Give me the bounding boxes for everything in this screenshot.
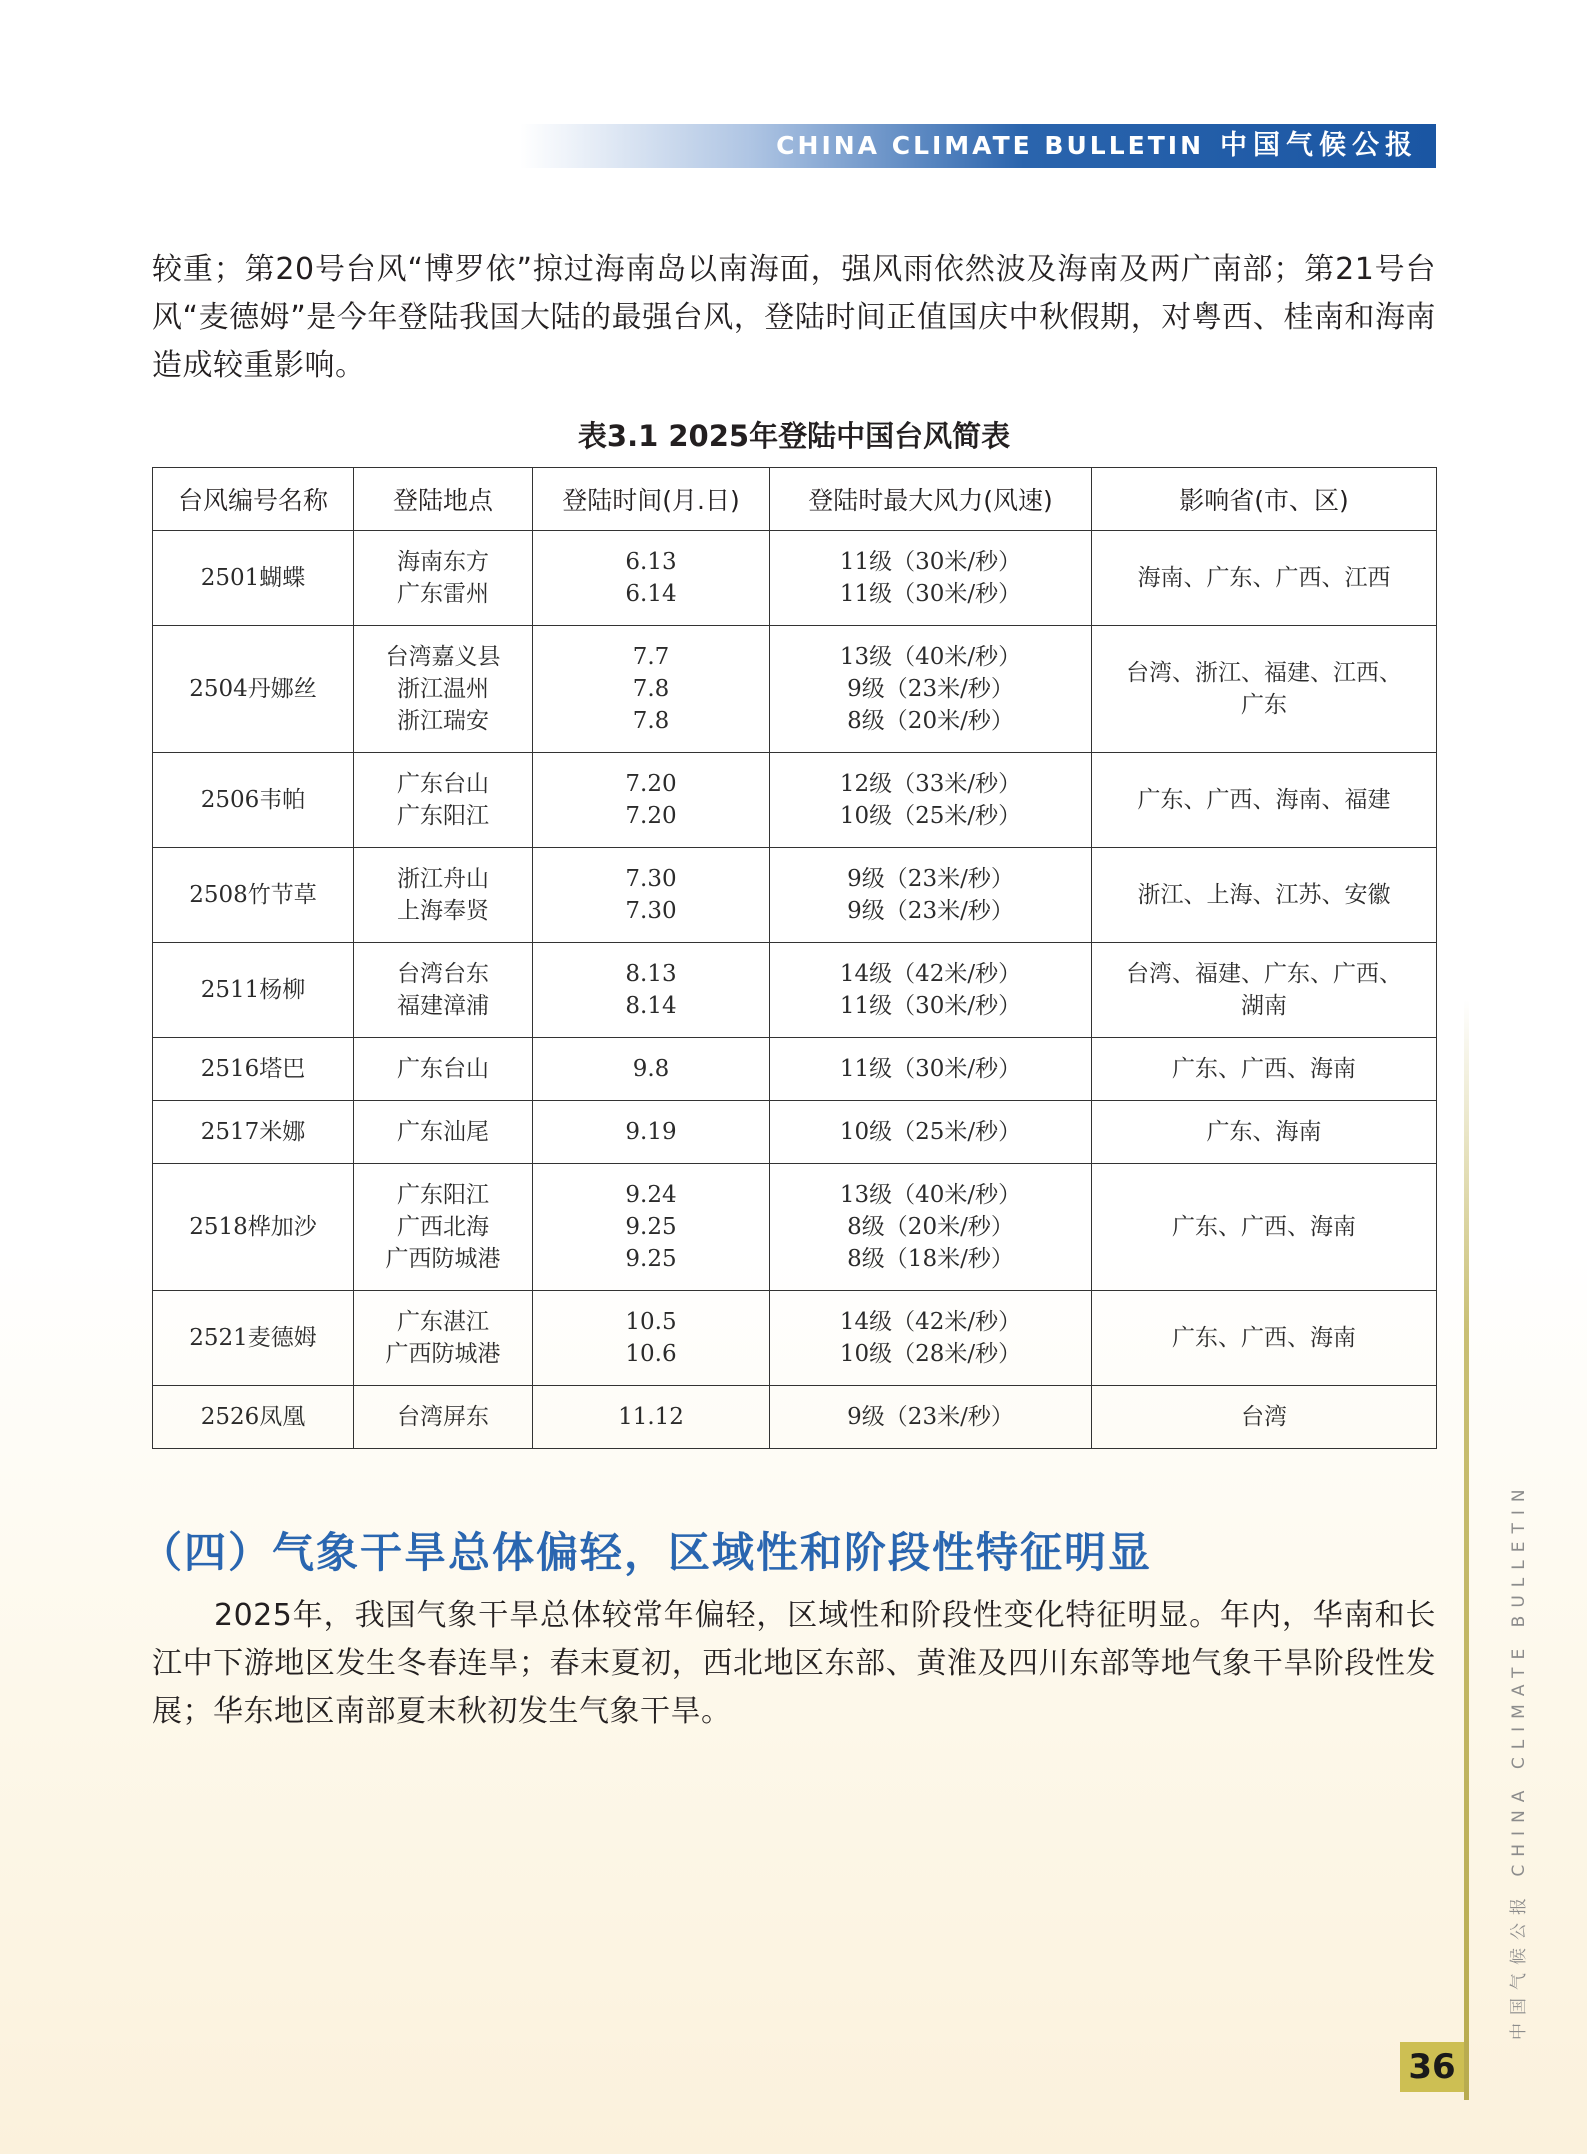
table-row: [153, 943, 1437, 1038]
table-row: [153, 753, 1437, 848]
cell-line: 台湾台东: [397, 961, 489, 987]
cell-line: 9.24: [625, 1182, 677, 1208]
table-row: [153, 1038, 1437, 1101]
landing-date-cell: [533, 848, 770, 943]
cell-line: 9级（23米/秒）: [847, 866, 1014, 892]
cell-line: 台湾、浙江、福建、江西、: [1126, 660, 1402, 686]
cell-line: 台湾屏东: [397, 1404, 489, 1430]
side-rule: [1464, 1000, 1469, 2100]
typhoon-name-cell: 2518桦加沙: [153, 1164, 354, 1291]
cell-line: 湖南: [1241, 993, 1287, 1019]
body-paragraph-drought: 2025年，我国气象干旱总体较常年偏轻，区域性和阶段性变化特征明显。年内，华南和长江中下游地区发生冬春连旱；春末夏初，西北地区东部、黄淮及四川东部等地气象干旱阶段性发展；华东地区南部夏末秋初发生气象干旱。: [152, 1598, 1436, 1729]
cell-line: 广东台山: [397, 771, 489, 797]
col-header-name: 台风编号名称: [153, 468, 354, 531]
cell-line: 8级（20米/秒）: [847, 708, 1014, 734]
landing-place-cell: [354, 1386, 533, 1449]
max-wind-cell: [770, 626, 1092, 753]
cell-line: 广东雷州: [397, 581, 489, 607]
cell-line: 8级（20米/秒）: [847, 1214, 1014, 1240]
cell-line: 11.12: [618, 1404, 684, 1430]
cell-line: 13级（40米/秒）: [839, 644, 1022, 670]
cell-line: 14级（42米/秒）: [839, 1309, 1022, 1335]
affected-provinces-cell: [1092, 531, 1437, 626]
landing-date-cell: [533, 753, 770, 848]
cell-line: 6.14: [625, 581, 677, 607]
landing-place-cell: [354, 1101, 533, 1164]
cell-line: 11级（30米/秒）: [839, 993, 1022, 1019]
typhoon-name-cell: 2501蝴蝶: [153, 531, 354, 626]
table-row: [153, 1386, 1437, 1449]
cell-line: 台湾、福建、广东、广西、: [1126, 961, 1402, 987]
cell-line: 9.25: [625, 1214, 677, 1240]
cell-line: 海南、广东、广西、江西: [1137, 565, 1391, 591]
landing-date-cell: [533, 943, 770, 1038]
side-label: 中国气候公报 CHINA CLIMATE BULLETIN: [1509, 1481, 1529, 2040]
typhoon-name-cell: 2504丹娜丝: [153, 626, 354, 753]
cell-line: 11级（30米/秒）: [839, 1056, 1022, 1082]
affected-provinces-cell: [1092, 753, 1437, 848]
cell-line: 台湾嘉义县: [385, 644, 501, 670]
cell-line: 8级（18米/秒）: [847, 1246, 1014, 1272]
typhoon-table: [152, 467, 1437, 1449]
header-title-cn: 中国气候公报: [1220, 130, 1418, 161]
cell-line: 9级（23米/秒）: [847, 676, 1014, 702]
cell-line: 7.30: [625, 898, 677, 924]
cell-line: 海南东方: [397, 549, 489, 575]
landing-place-cell: [354, 626, 533, 753]
cell-line: 13级（40米/秒）: [839, 1182, 1022, 1208]
max-wind-cell: [770, 1291, 1092, 1386]
cell-line: 7.7: [632, 644, 670, 670]
typhoon-name-cell: 2506韦帕: [153, 753, 354, 848]
cell-line: 广西防城港: [385, 1246, 501, 1272]
typhoon-name-cell: 2517米娜: [153, 1101, 354, 1164]
landing-place-cell: [354, 1291, 533, 1386]
cell-line: 福建漳浦: [397, 993, 489, 1019]
cell-line: 7.20: [625, 803, 677, 829]
cell-line: 9级（23米/秒）: [847, 898, 1014, 924]
max-wind-cell: [770, 753, 1092, 848]
cell-line: 6.13: [625, 549, 677, 575]
cell-line: 9.25: [625, 1246, 677, 1272]
cell-line: 台湾: [1241, 1404, 1287, 1430]
affected-provinces-cell: [1092, 1291, 1437, 1386]
cell-line: 7.30: [625, 866, 677, 892]
typhoon-name-cell: 2508竹节草: [153, 848, 354, 943]
max-wind-cell: [770, 848, 1092, 943]
col-header-place: 登陆地点: [354, 468, 533, 531]
cell-line: 10级（25米/秒）: [839, 803, 1022, 829]
affected-provinces-cell: [1092, 1164, 1437, 1291]
cell-line: 10级（28米/秒）: [839, 1341, 1022, 1367]
affected-provinces-cell: [1092, 626, 1437, 753]
landing-date-cell: [533, 626, 770, 753]
col-header-wind: 登陆时最大风力(风速): [770, 468, 1092, 531]
cell-line: 广东阳江: [397, 1182, 489, 1208]
page-number: 36: [1400, 2042, 1464, 2092]
cell-line: 9.19: [625, 1119, 677, 1145]
cell-line: 广东、海南: [1206, 1119, 1322, 1145]
cell-line: 广东阳江: [397, 803, 489, 829]
cell-line: 广东、广西、海南: [1172, 1325, 1356, 1351]
cell-line: 广西北海: [397, 1214, 489, 1240]
max-wind-cell: [770, 1101, 1092, 1164]
landing-place-cell: [354, 753, 533, 848]
affected-provinces-cell: [1092, 1101, 1437, 1164]
cell-line: 12级（33米/秒）: [839, 771, 1022, 797]
landing-place-cell: [354, 1038, 533, 1101]
max-wind-cell: [770, 1038, 1092, 1101]
cell-line: 9级（23米/秒）: [847, 1404, 1014, 1430]
cell-line: 浙江舟山: [397, 866, 489, 892]
landing-place-cell: [354, 531, 533, 626]
cell-line: 广东汕尾: [397, 1119, 489, 1145]
cell-line: 上海奉贤: [397, 898, 489, 924]
cell-line: 广东: [1241, 692, 1287, 718]
cell-line: 9.8: [632, 1056, 670, 1082]
affected-provinces-cell: [1092, 1386, 1437, 1449]
landing-date-cell: [533, 531, 770, 626]
cell-line: 广东湛江: [397, 1309, 489, 1335]
affected-provinces-cell: [1092, 943, 1437, 1038]
table-row: [153, 1164, 1437, 1291]
cell-line: 浙江、上海、江苏、安徽: [1137, 882, 1391, 908]
cell-line: 11级（30米/秒）: [839, 549, 1022, 575]
col-header-date: 登陆时间(月.日): [533, 468, 770, 531]
body-paragraph-typhoon: 较重；第20号台风“博罗依”掠过海南岛以南海面，强风雨依然波及海南及两广南部；第21号台风“麦德姆”是今年登陆我国大陆的最强台风，登陆时间正值国庆中秋假期，对粤西、桂南和海南造成较重影响。: [152, 252, 1436, 383]
table-row: [153, 626, 1437, 753]
typhoon-name-cell: 2526凤凰: [153, 1386, 354, 1449]
max-wind-cell: [770, 943, 1092, 1038]
cell-line: 7.8: [632, 676, 670, 702]
cell-line: 10.5: [625, 1309, 677, 1335]
max-wind-cell: [770, 1164, 1092, 1291]
typhoon-name-cell: 2511杨柳: [153, 943, 354, 1038]
landing-date-cell: [533, 1038, 770, 1101]
max-wind-cell: [770, 1386, 1092, 1449]
table-body: [153, 531, 1437, 1449]
header-title-en: CHINA CLIMATE BULLETIN: [776, 131, 1204, 160]
table-row: [153, 1291, 1437, 1386]
typhoon-name-cell: 2516塔巴: [153, 1038, 354, 1101]
table-row: [153, 531, 1437, 626]
max-wind-cell: [770, 531, 1092, 626]
affected-provinces-cell: [1092, 848, 1437, 943]
landing-place-cell: [354, 1164, 533, 1291]
cell-line: 广东、广西、海南: [1172, 1214, 1356, 1240]
cell-line: 广东台山: [397, 1056, 489, 1082]
table-row: [153, 1101, 1437, 1164]
landing-date-cell: [533, 1386, 770, 1449]
landing-date-cell: [533, 1101, 770, 1164]
landing-place-cell: [354, 848, 533, 943]
cell-line: 广东、广西、海南: [1172, 1056, 1356, 1082]
cell-line: 10.6: [625, 1341, 677, 1367]
landing-place-cell: [354, 943, 533, 1038]
cell-line: 14级（42米/秒）: [839, 961, 1022, 987]
col-header-provinces: 影响省(市、区): [1092, 468, 1437, 531]
header-banner: [520, 124, 1436, 168]
affected-provinces-cell: [1092, 1038, 1437, 1101]
table-header-row: [153, 468, 1437, 531]
cell-line: 10级（25米/秒）: [839, 1119, 1022, 1145]
cell-line: 11级（30米/秒）: [839, 581, 1022, 607]
cell-line: 7.20: [625, 771, 677, 797]
section-heading: （四）气象干旱总体偏轻，区域性和阶段性特征明显: [140, 1528, 1153, 1577]
table-row: [153, 848, 1437, 943]
landing-date-cell: [533, 1164, 770, 1291]
cell-line: 浙江瑞安: [397, 708, 489, 734]
table-caption: 表3.1 2025年登陆中国台风简表: [577, 419, 1011, 453]
cell-line: 广西防城港: [385, 1341, 501, 1367]
typhoon-name-cell: 2521麦德姆: [153, 1291, 354, 1386]
landing-date-cell: [533, 1291, 770, 1386]
header-title: [776, 124, 1436, 168]
cell-line: 浙江温州: [397, 676, 489, 702]
cell-line: 7.8: [632, 708, 670, 734]
cell-line: 8.14: [625, 993, 677, 1019]
cell-line: 8.13: [625, 961, 677, 987]
cell-line: 广东、广西、海南、福建: [1137, 787, 1391, 813]
